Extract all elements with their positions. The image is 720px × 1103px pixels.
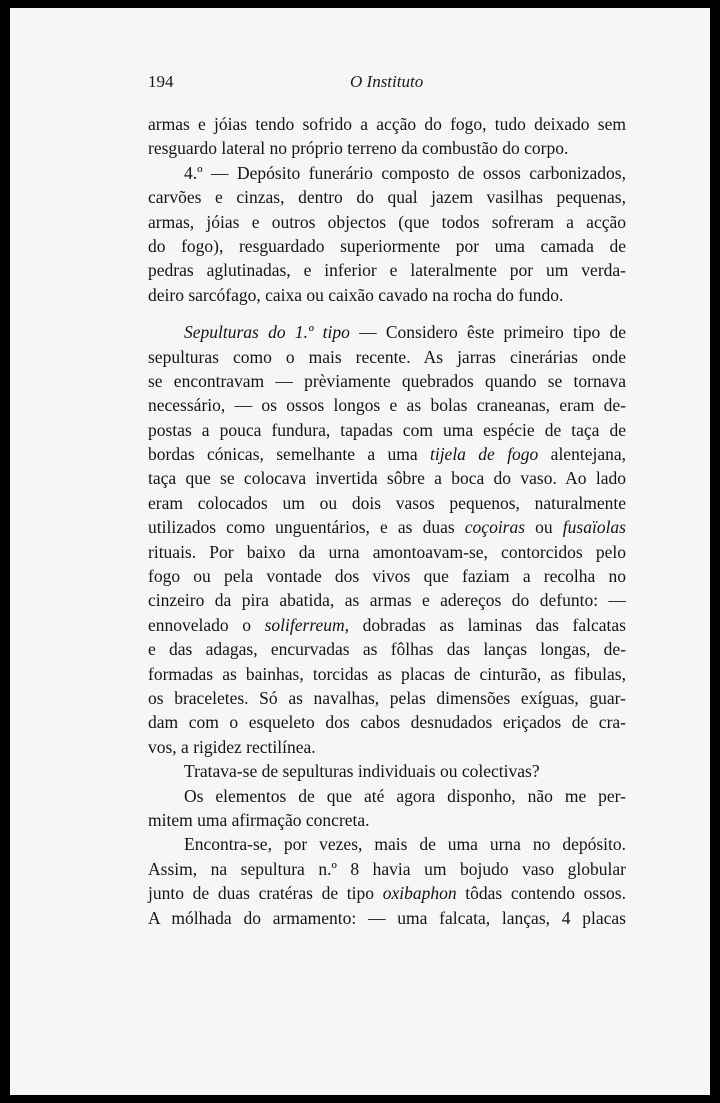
text-line [148,210,626,234]
text-line [148,320,626,344]
paragraph [148,759,626,783]
page-number: 194 [148,72,174,91]
text-run: Os elementos de que até agora disponho, não me per- [184,785,626,806]
text-run: Tratava-se de sepulturas individuais ou colectivas? [184,761,540,782]
text-run: bordas cónicas, semelhante a uma [148,444,430,465]
text-run: utilizados como unguentários, e as duas [148,517,465,538]
text-run: — Considero êste primeiro tipo de [349,322,626,343]
text-run: se encontravam — prèviamente quebrados quando se tornava [148,370,626,391]
body-text [148,112,626,930]
text-line [148,735,626,759]
italic-run: tijela de fogo [429,444,539,465]
running-title: O Instituto [350,72,424,91]
text-line [148,784,626,808]
text-line [148,418,626,442]
text-line [148,857,626,881]
text-run: 4.º — Depósito funerário composto de ossos carbonizados, [184,162,626,183]
paragraph [148,112,626,161]
text-line [148,686,626,710]
text-run: postas a pouca fundura, tapadas com uma espécie de taça de [148,419,626,440]
text-line [148,759,626,783]
text-line [148,808,626,832]
text-line [148,637,626,661]
paragraph [148,320,626,759]
text-line [148,662,626,686]
text-run: ou [525,517,563,538]
text-run: rituais. Por baixo da urna amontoavam-se, contorcidos pelo [148,541,626,562]
text-line [148,136,626,160]
paragraph [148,161,626,307]
text-line [148,258,626,282]
text-run: vos, a rigidez rectilínea. [148,736,316,757]
text-line [148,369,626,393]
text-line [148,393,626,417]
text-run: carvões e cinzas, dentro do qual jazem vasilhas pequenas, [148,187,626,208]
text-line [148,283,626,307]
paragraph [148,784,626,833]
text-line [148,588,626,612]
text-line [148,185,626,209]
text-run: Encontra-se, por vezes, mais de uma urna no depósito. [184,834,626,855]
text-line [148,515,626,539]
text-line [148,112,626,136]
book-page [10,8,710,1095]
text-run: eram colocados um ou dois vasos pequenos, naturalmente [148,492,626,513]
text-line [148,906,626,930]
text-run: pedras aglutinadas, e inferior e lateralmente por um verda- [148,260,626,281]
page-header [148,72,626,96]
text-line [148,540,626,564]
text-run: os braceletes. Só as navalhas, pelas dimensões exíguas, guar- [148,687,626,708]
text-run: A mólhada do armamento: — uma falcata, lanças, 4 placas [148,907,626,928]
text-run: resguardo lateral no próprio terreno da combustão do corpo. [148,138,569,159]
text-run: sepulturas como o mais recente. As jarras cinerárias onde [148,346,626,367]
text-line [148,491,626,515]
text-run: e das adagas, encurvadas as fôlhas das lanças longas, de- [148,639,626,660]
text-run: cinzeiro da pira abatida, as armas e adereços do defunto: — [148,590,626,611]
text-line [148,832,626,856]
text-run: formadas as bainhas, torcidas as placas de cinturão, as fibulas, [148,663,626,684]
italic-run: soliferreum, [264,614,350,635]
text-run: do fogo), resguardado superiormente por uma camada de [148,235,626,256]
text-run: alentejana, [538,444,626,465]
text-run: taça que se colocava invertida sôbre a boca do vaso. Ao lado [148,468,626,489]
italic-run: coçoiras [464,517,526,538]
text-line [148,466,626,490]
section-break [148,307,626,320]
text-line [148,881,626,905]
text-line [148,234,626,258]
italic-run: oxibaphon [382,883,457,904]
text-run: necessário, — os ossos longos e as bolas craneanas, eram de- [148,395,626,416]
italic-run: fusaïolas [562,517,626,538]
text-line [148,613,626,637]
text-run: dam com o esqueleto dos cabos desnudados eriçados de cra- [148,712,626,733]
text-line [148,564,626,588]
text-run: dobradas as laminas das falcatas [349,614,626,635]
text-run: deiro sarcófago, caixa ou caixão cavado na rocha do fundo. [148,284,564,305]
text-line [148,345,626,369]
text-line [148,161,626,185]
text-run: Assim, na sepultura n.º 8 havia um bojudo vaso globular [148,858,626,879]
italic-run: Sepulturas do 1.º tipo [184,322,350,343]
text-line [148,710,626,734]
text-run: armas e jóias tendo sofrido a acção do fogo, tudo deixado sem [148,114,626,134]
text-run: ennovelado o [148,614,265,635]
text-run: tôdas contendo ossos. [456,883,626,904]
text-run: junto de duas cratéras de tipo [148,883,383,904]
text-run: fogo ou pela vontade dos vivos que faziam a recolha no [148,566,626,587]
paragraph [148,832,626,930]
text-line [148,442,626,466]
text-run: mitem uma afirmação concreta. [148,809,370,830]
text-run: armas, jóias e outros objectos (que todos sofreram a acção [148,211,626,232]
